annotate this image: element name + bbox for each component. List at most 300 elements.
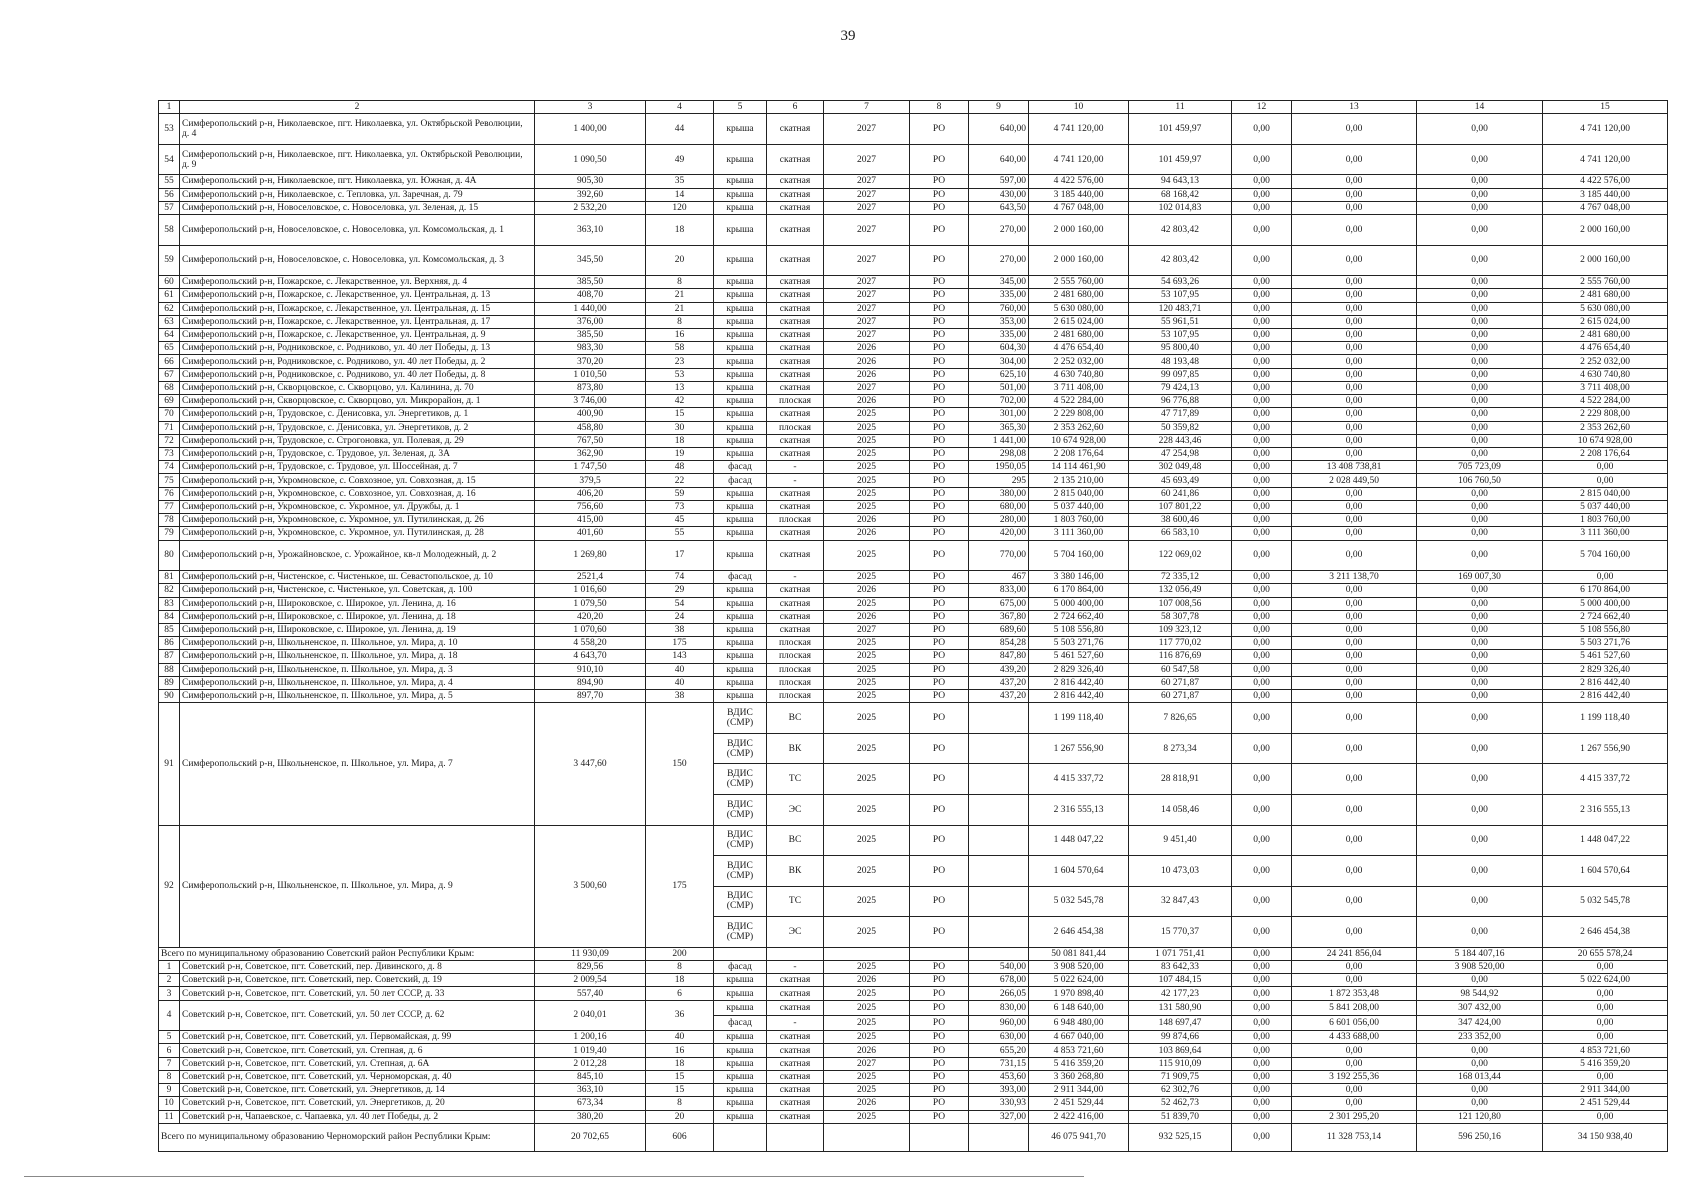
table-row bbox=[159, 245, 1668, 276]
value-cell: 13 bbox=[646, 381, 714, 394]
value-cell: 2 911 344,00 bbox=[1029, 1084, 1129, 1097]
value-cell: скатная bbox=[767, 987, 824, 1000]
value-cell: 58 307,78 bbox=[1129, 610, 1232, 623]
value-cell: 175 bbox=[646, 637, 714, 650]
value-cell bbox=[969, 856, 1029, 887]
address-cell: Симферопольский р-н, Родниковское, с. Родниково, ул. 40 лет Победы, д. 8 bbox=[180, 368, 535, 381]
value-cell: 83 642,33 bbox=[1129, 960, 1232, 973]
value-cell: РО bbox=[910, 461, 969, 474]
value-cell: 70 bbox=[159, 408, 180, 421]
value-cell: плоская bbox=[767, 395, 824, 408]
value-cell: 1 440,00 bbox=[535, 302, 646, 315]
value-cell: 0,00 bbox=[1543, 474, 1668, 487]
value-cell: 0,00 bbox=[1232, 825, 1292, 856]
total-value bbox=[969, 947, 1029, 960]
value-cell: 847,80 bbox=[969, 650, 1029, 663]
value-cell: 0,00 bbox=[1292, 1044, 1417, 1057]
address-cell: Советский р-н, Советское, пгт. Советский, пер. Советский, д. 19 bbox=[180, 974, 535, 987]
value-cell: 2 040,01 bbox=[535, 1000, 646, 1031]
table-row bbox=[159, 329, 1668, 342]
value-cell: 0,00 bbox=[1292, 527, 1417, 540]
value-cell: плоская bbox=[767, 514, 824, 527]
address-cell: Симферопольский р-н, Чистенское, с. Чистенькое, ул. Советская, д. 100 bbox=[180, 584, 535, 597]
value-cell: крыша bbox=[714, 663, 767, 676]
value-cell: 15 bbox=[646, 408, 714, 421]
value-cell bbox=[969, 825, 1029, 856]
value-cell: 0,00 bbox=[1292, 368, 1417, 381]
value-cell: 2025 bbox=[824, 421, 910, 434]
value-cell: 0,00 bbox=[1232, 584, 1292, 597]
value-cell: 385,50 bbox=[535, 329, 646, 342]
total-value: 34 150 938,40 bbox=[1543, 1123, 1668, 1151]
total-value: 50 081 841,44 bbox=[1029, 947, 1129, 960]
value-cell: 453,60 bbox=[969, 1070, 1029, 1083]
value-cell bbox=[969, 794, 1029, 825]
value-cell: 23 bbox=[646, 355, 714, 368]
value-cell: 21 bbox=[646, 289, 714, 302]
value-cell: 10 473,03 bbox=[1129, 856, 1232, 887]
value-cell: 2025 bbox=[824, 1110, 910, 1123]
table-row bbox=[159, 302, 1668, 315]
total-row bbox=[159, 1123, 1668, 1151]
value-cell: 0,00 bbox=[1292, 856, 1417, 887]
value-cell: крыша bbox=[714, 215, 767, 246]
value-cell: 76 bbox=[159, 487, 180, 500]
value-cell: 0,00 bbox=[1417, 408, 1543, 421]
address-cell: Советский р-н, Советское, пгт. Советский, пер. Дивинского, д. 8 bbox=[180, 960, 535, 973]
value-cell: 2 615 024,00 bbox=[1029, 315, 1129, 328]
total-value bbox=[910, 947, 969, 960]
value-cell: 0,00 bbox=[1232, 1110, 1292, 1123]
value-cell: 30 bbox=[646, 421, 714, 434]
value-cell: 169 007,30 bbox=[1417, 571, 1543, 584]
table-row bbox=[159, 408, 1668, 421]
value-cell: 4 422 576,00 bbox=[1029, 175, 1129, 188]
address-cell: Симферопольский р-н, Школьненское, п. Школьное, ул. Мира, д. 10 bbox=[180, 637, 535, 650]
value-cell: РО bbox=[910, 540, 969, 571]
value-cell: 8 bbox=[646, 1097, 714, 1110]
value-cell: 0,00 bbox=[1232, 144, 1292, 175]
value-cell: 0,00 bbox=[1543, 461, 1668, 474]
table-row bbox=[159, 188, 1668, 201]
address-cell: Симферопольский р-н, Широковское, с. Широкое, ул. Ленина, д. 16 bbox=[180, 597, 535, 610]
value-cell: РО bbox=[910, 1044, 969, 1057]
value-cell: крыша bbox=[714, 289, 767, 302]
header-cell: 3 bbox=[535, 101, 646, 114]
value-cell: 458,80 bbox=[535, 421, 646, 434]
value-cell: 0,00 bbox=[1417, 368, 1543, 381]
value-cell: 0,00 bbox=[1292, 201, 1417, 214]
value-cell: 0,00 bbox=[1417, 690, 1543, 703]
value-cell: 66 583,10 bbox=[1129, 527, 1232, 540]
row-number: 4 bbox=[159, 1000, 180, 1031]
value-cell: 2026 bbox=[824, 610, 910, 623]
value-cell: 2 208 176,64 bbox=[1029, 447, 1129, 460]
value-cell: 2 451 529,44 bbox=[1029, 1097, 1129, 1110]
value-cell: 9 bbox=[159, 1084, 180, 1097]
value-cell: 833,00 bbox=[969, 584, 1029, 597]
value-cell: фасад bbox=[714, 960, 767, 973]
value-cell: 0,00 bbox=[1232, 1084, 1292, 1097]
address-cell: Советский р-н, Советское, пгт. Советский, ул. Степная, д. 6 bbox=[180, 1044, 535, 1057]
address-cell: Симферопольский р-н, Пожарское, с. Лекарственное, ул. Центральная, д. 15 bbox=[180, 302, 535, 315]
value-cell: крыша bbox=[714, 188, 767, 201]
value-cell: скатная bbox=[767, 302, 824, 315]
value-cell: 2 316 555,13 bbox=[1543, 794, 1668, 825]
value-cell: 0,00 bbox=[1292, 114, 1417, 145]
value-cell: РО bbox=[910, 733, 969, 764]
value-cell: - bbox=[767, 1015, 824, 1030]
table-row bbox=[159, 571, 1668, 584]
value-cell: 392,60 bbox=[535, 188, 646, 201]
value-cell: скатная bbox=[767, 315, 824, 328]
table-row bbox=[159, 114, 1668, 145]
value-cell: 40 bbox=[646, 663, 714, 676]
value-cell: 42 803,42 bbox=[1129, 245, 1232, 276]
value-cell: фасад bbox=[714, 1015, 767, 1030]
value-cell: 60 547,58 bbox=[1129, 663, 1232, 676]
value-cell: 84 bbox=[159, 610, 180, 623]
row-number: 92 bbox=[159, 825, 180, 947]
value-cell: 4 522 284,00 bbox=[1029, 395, 1129, 408]
value-cell: 6 948 480,00 bbox=[1029, 1015, 1129, 1030]
value-cell: 0,00 bbox=[1232, 527, 1292, 540]
value-cell: 116 876,69 bbox=[1129, 650, 1232, 663]
value-cell: 1 448 047,22 bbox=[1029, 825, 1129, 856]
value-cell: 1 803 760,00 bbox=[1029, 514, 1129, 527]
value-cell: 0,00 bbox=[1417, 825, 1543, 856]
value-cell: 61 bbox=[159, 289, 180, 302]
value-cell: 2 028 449,50 bbox=[1292, 474, 1417, 487]
value-cell: 2025 bbox=[824, 917, 910, 948]
value-cell: 4 767 048,00 bbox=[1543, 201, 1668, 214]
value-cell: 604,30 bbox=[969, 342, 1029, 355]
value-cell: 5 416 359,20 bbox=[1029, 1057, 1129, 1070]
value-cell: 64 bbox=[159, 329, 180, 342]
total-value bbox=[714, 947, 767, 960]
address-cell: Симферопольский р-н, Трудовское, с. Трудовое, ул. Шоссейная, д. 7 bbox=[180, 461, 535, 474]
value-cell: 3 908 520,00 bbox=[1417, 960, 1543, 973]
value-cell: 2 829 326,40 bbox=[1543, 663, 1668, 676]
value-cell: 0,00 bbox=[1232, 188, 1292, 201]
table-row bbox=[159, 960, 1668, 973]
value-cell: 2 012,28 bbox=[535, 1057, 646, 1070]
value-cell: 0,00 bbox=[1292, 289, 1417, 302]
value-cell: 597,00 bbox=[969, 175, 1029, 188]
value-cell: 0,00 bbox=[1292, 408, 1417, 421]
value-cell: 905,30 bbox=[535, 175, 646, 188]
value-cell: 88 bbox=[159, 663, 180, 676]
value-cell: 673,34 bbox=[535, 1097, 646, 1110]
value-cell: 4 522 284,00 bbox=[1543, 395, 1668, 408]
value-cell: 0,00 bbox=[1292, 487, 1417, 500]
total-value bbox=[824, 1123, 910, 1151]
value-cell: РО bbox=[910, 487, 969, 500]
address-cell: Симферопольский р-н, Трудовское, с. Строгоновка, ул. Полевая, д. 29 bbox=[180, 434, 535, 447]
value-cell bbox=[969, 733, 1029, 764]
value-cell: 0,00 bbox=[1292, 1057, 1417, 1070]
total-value: 46 075 941,70 bbox=[1029, 1123, 1129, 1151]
page-number: 39 bbox=[840, 28, 856, 44]
value-cell: крыша bbox=[714, 421, 767, 434]
value-cell: 5 704 160,00 bbox=[1029, 540, 1129, 571]
address-cell: Симферопольский р-н, Широковское, с. Широкое, ул. Ленина, д. 18 bbox=[180, 610, 535, 623]
value-cell: РО bbox=[910, 500, 969, 513]
address-cell: Симферопольский р-н, Школьненское, п. Школьное, ул. Мира, д. 7 bbox=[180, 703, 535, 825]
value-cell: 2026 bbox=[824, 355, 910, 368]
value-cell: плоская bbox=[767, 637, 824, 650]
value-cell: 0,00 bbox=[1232, 408, 1292, 421]
value-cell: 117 770,02 bbox=[1129, 637, 1232, 650]
value-cell: 4 415 337,72 bbox=[1543, 764, 1668, 795]
value-cell: 2025 bbox=[824, 637, 910, 650]
value-cell: 0,00 bbox=[1417, 597, 1543, 610]
value-cell: РО bbox=[910, 1015, 969, 1030]
value-cell: РО bbox=[910, 474, 969, 487]
value-cell: 13 408 738,81 bbox=[1292, 461, 1417, 474]
value-cell: 5 416 359,20 bbox=[1543, 1057, 1668, 1070]
value-cell: 59 bbox=[159, 245, 180, 276]
address-cell: Симферопольский р-н, Николаевское, с. Тепловка, ул. Заречная, д. 79 bbox=[180, 188, 535, 201]
value-cell: скатная bbox=[767, 974, 824, 987]
value-cell: 6 148 640,00 bbox=[1029, 1000, 1129, 1015]
value-cell: плоская bbox=[767, 690, 824, 703]
value-cell: 148 697,47 bbox=[1129, 1015, 1232, 1030]
value-cell: 0,00 bbox=[1417, 733, 1543, 764]
value-cell: крыша bbox=[714, 1097, 767, 1110]
value-cell: скатная bbox=[767, 201, 824, 214]
value-cell: 60 241,86 bbox=[1129, 487, 1232, 500]
value-cell: ВК bbox=[767, 733, 824, 764]
value-cell: 0,00 bbox=[1292, 144, 1417, 175]
value-cell: 0,00 bbox=[1232, 690, 1292, 703]
value-cell: 0,00 bbox=[1232, 794, 1292, 825]
value-cell: 2025 bbox=[824, 650, 910, 663]
table-row bbox=[159, 1070, 1668, 1083]
value-cell: 28 818,91 bbox=[1129, 764, 1232, 795]
value-cell: крыша bbox=[714, 408, 767, 421]
value-cell: 894,90 bbox=[535, 676, 646, 689]
value-cell: ВДИС (СМР) bbox=[714, 917, 767, 948]
value-cell: 2 911 344,00 bbox=[1543, 1084, 1668, 1097]
value-cell: 143 bbox=[646, 650, 714, 663]
value-cell: 65 bbox=[159, 342, 180, 355]
value-cell: 72 bbox=[159, 434, 180, 447]
value-cell: РО bbox=[910, 1070, 969, 1083]
value-cell: 3 380 146,00 bbox=[1029, 571, 1129, 584]
value-cell: 0,00 bbox=[1417, 447, 1543, 460]
address-cell: Советский р-н, Советское, пгт. Советский, ул. 50 лет СССР, д. 62 bbox=[180, 1000, 535, 1031]
value-cell: 107 008,56 bbox=[1129, 597, 1232, 610]
address-cell: Советский р-н, Советское, пгт. Советский, ул. Энергетиков, д. 14 bbox=[180, 1084, 535, 1097]
value-cell: 47 254,98 bbox=[1129, 447, 1232, 460]
value-cell: 5 022 624,00 bbox=[1543, 974, 1668, 987]
value-cell: скатная bbox=[767, 368, 824, 381]
value-cell: крыша bbox=[714, 584, 767, 597]
value-cell: 4 741 120,00 bbox=[1029, 144, 1129, 175]
value-cell: крыша bbox=[714, 1070, 767, 1083]
value-cell: 8 bbox=[646, 315, 714, 328]
value-cell: 625,10 bbox=[969, 368, 1029, 381]
value-cell: 2 229 808,00 bbox=[1029, 408, 1129, 421]
value-cell: 0,00 bbox=[1232, 597, 1292, 610]
value-cell: 2025 bbox=[824, 676, 910, 689]
value-cell: 705 723,09 bbox=[1417, 461, 1543, 474]
value-cell: 5 108 556,80 bbox=[1029, 623, 1129, 636]
value-cell bbox=[969, 886, 1029, 917]
value-cell: 14 bbox=[646, 188, 714, 201]
value-cell: 2026 bbox=[824, 584, 910, 597]
value-cell: 0,00 bbox=[1292, 355, 1417, 368]
value-cell: 0,00 bbox=[1232, 987, 1292, 1000]
value-cell: 89 bbox=[159, 676, 180, 689]
value-cell: крыша bbox=[714, 540, 767, 571]
value-cell: 5 032 545,78 bbox=[1543, 886, 1668, 917]
value-cell: 38 bbox=[646, 623, 714, 636]
value-cell: фасад bbox=[714, 571, 767, 584]
value-cell: 2026 bbox=[824, 1044, 910, 1057]
table-row bbox=[159, 676, 1668, 689]
value-cell: 1 070,60 bbox=[535, 623, 646, 636]
value-cell: 376,00 bbox=[535, 315, 646, 328]
value-cell: 233 352,00 bbox=[1417, 1031, 1543, 1044]
value-cell: 22 bbox=[646, 474, 714, 487]
value-cell: 5 bbox=[159, 1031, 180, 1044]
value-cell: 2027 bbox=[824, 188, 910, 201]
value-cell: 2 724 662,40 bbox=[1543, 610, 1668, 623]
value-cell: 0,00 bbox=[1417, 974, 1543, 987]
value-cell: 2025 bbox=[824, 856, 910, 887]
value-cell: крыша bbox=[714, 342, 767, 355]
total-value: 24 241 856,04 bbox=[1292, 947, 1417, 960]
value-cell: 0,00 bbox=[1417, 289, 1543, 302]
value-cell: 5 841 208,00 bbox=[1292, 1000, 1417, 1015]
value-cell: 4 630 740,80 bbox=[1543, 368, 1668, 381]
value-cell: крыша bbox=[714, 527, 767, 540]
value-cell: 2 816 442,40 bbox=[1029, 676, 1129, 689]
address-cell: Симферопольский р-н, Скворцовское, с. Скворцово, ул. Калинина, д. 70 bbox=[180, 381, 535, 394]
value-cell: 304,00 bbox=[969, 355, 1029, 368]
address-cell: Советский р-н, Советское, пгт. Советский, ул. Степная, д. 6А bbox=[180, 1057, 535, 1070]
value-cell: крыша bbox=[714, 114, 767, 145]
value-cell: РО bbox=[910, 856, 969, 887]
value-cell: 48 193,48 bbox=[1129, 355, 1232, 368]
value-cell: скатная bbox=[767, 355, 824, 368]
value-cell: 2026 bbox=[824, 527, 910, 540]
value-cell: РО bbox=[910, 342, 969, 355]
value-cell: ВК bbox=[767, 856, 824, 887]
value-cell: 270,00 bbox=[969, 245, 1029, 276]
value-cell: 0,00 bbox=[1292, 794, 1417, 825]
value-cell: РО bbox=[910, 764, 969, 795]
value-cell: 5 630 080,00 bbox=[1029, 302, 1129, 315]
value-cell: 4 643,70 bbox=[535, 650, 646, 663]
address-cell: Советский р-н, Советское, пгт. Советский, ул. 50 лет СССР, д. 33 bbox=[180, 987, 535, 1000]
value-cell: 2 481 680,00 bbox=[1543, 289, 1668, 302]
value-cell: 643,50 bbox=[969, 201, 1029, 214]
value-cell: РО bbox=[910, 188, 969, 201]
value-cell: 829,56 bbox=[535, 960, 646, 973]
value-cell: 439,20 bbox=[969, 663, 1029, 676]
value-cell: 0,00 bbox=[1232, 610, 1292, 623]
table-row bbox=[159, 703, 1668, 734]
address-cell: Симферопольский р-н, Новоселовское, с. Новоселовка, ул. Комсомольская, д. 1 bbox=[180, 215, 535, 246]
total-value: 20 702,65 bbox=[535, 1123, 646, 1151]
value-cell: 3 500,60 bbox=[535, 825, 646, 947]
value-cell: 4 853 721,60 bbox=[1543, 1044, 1668, 1057]
value-cell: 1 019,40 bbox=[535, 1044, 646, 1057]
value-cell: 52 462,73 bbox=[1129, 1097, 1232, 1110]
value-cell: ВДИС (СМР) bbox=[714, 825, 767, 856]
value-cell: 14 058,46 bbox=[1129, 794, 1232, 825]
value-cell: 101 459,97 bbox=[1129, 114, 1232, 145]
value-cell: 0,00 bbox=[1417, 623, 1543, 636]
value-cell: 0,00 bbox=[1543, 1031, 1668, 1044]
value-cell: 2027 bbox=[824, 144, 910, 175]
header-cell: 12 bbox=[1232, 101, 1292, 114]
header-cell: 14 bbox=[1417, 101, 1543, 114]
value-cell: 2027 bbox=[824, 114, 910, 145]
total-value: 0,00 bbox=[1232, 947, 1292, 960]
value-cell: РО bbox=[910, 289, 969, 302]
value-cell: 0,00 bbox=[1543, 1070, 1668, 1083]
value-cell: 0,00 bbox=[1292, 329, 1417, 342]
value-cell: 0,00 bbox=[1232, 637, 1292, 650]
value-cell: 2025 bbox=[824, 571, 910, 584]
value-cell: 9 451,40 bbox=[1129, 825, 1232, 856]
value-cell: 0,00 bbox=[1417, 650, 1543, 663]
value-cell: 501,00 bbox=[969, 381, 1029, 394]
value-cell: 0,00 bbox=[1417, 527, 1543, 540]
value-cell: 11 bbox=[159, 1110, 180, 1123]
value-cell: ЭС bbox=[767, 917, 824, 948]
total-value: 606 bbox=[646, 1123, 714, 1151]
value-cell: 0,00 bbox=[1232, 500, 1292, 513]
value-cell: 15 bbox=[646, 1084, 714, 1097]
value-cell: 2 000 160,00 bbox=[1029, 245, 1129, 276]
value-cell: 6 170 864,00 bbox=[1029, 584, 1129, 597]
value-cell: 2025 bbox=[824, 794, 910, 825]
value-cell: 2 816 442,40 bbox=[1029, 690, 1129, 703]
address-cell: Симферопольский р-н, Николаевское, пгт. Николаевка, ул. Южная, д. 4А bbox=[180, 175, 535, 188]
data-table-container bbox=[158, 100, 1667, 1152]
total-value bbox=[824, 947, 910, 960]
value-cell: скатная bbox=[767, 447, 824, 460]
value-cell: 57 bbox=[159, 201, 180, 214]
value-cell: 68 bbox=[159, 381, 180, 394]
value-cell: 0,00 bbox=[1543, 960, 1668, 973]
value-cell: 1 604 570,64 bbox=[1543, 856, 1668, 887]
value-cell: крыша bbox=[714, 650, 767, 663]
value-cell: РО bbox=[910, 368, 969, 381]
value-cell: РО bbox=[910, 1057, 969, 1070]
value-cell: крыша bbox=[714, 368, 767, 381]
value-cell: 2 481 680,00 bbox=[1543, 329, 1668, 342]
value-cell: ВДИС (СМР) bbox=[714, 794, 767, 825]
value-cell: 2025 bbox=[824, 461, 910, 474]
value-cell: 168 013,44 bbox=[1417, 1070, 1543, 1083]
value-cell: 102 014,83 bbox=[1129, 201, 1232, 214]
address-cell: Симферопольский р-н, Урожайновское, с. Урожайное, кв-л Молодежный, д. 2 bbox=[180, 540, 535, 571]
value-cell: РО bbox=[910, 421, 969, 434]
value-cell: 62 302,76 bbox=[1129, 1084, 1232, 1097]
value-cell: 69 bbox=[159, 395, 180, 408]
value-cell: ТС bbox=[767, 886, 824, 917]
value-cell: 2 615 024,00 bbox=[1543, 315, 1668, 328]
value-cell: 18 bbox=[646, 1057, 714, 1070]
value-cell: 85 bbox=[159, 623, 180, 636]
value-cell: 47 717,89 bbox=[1129, 408, 1232, 421]
